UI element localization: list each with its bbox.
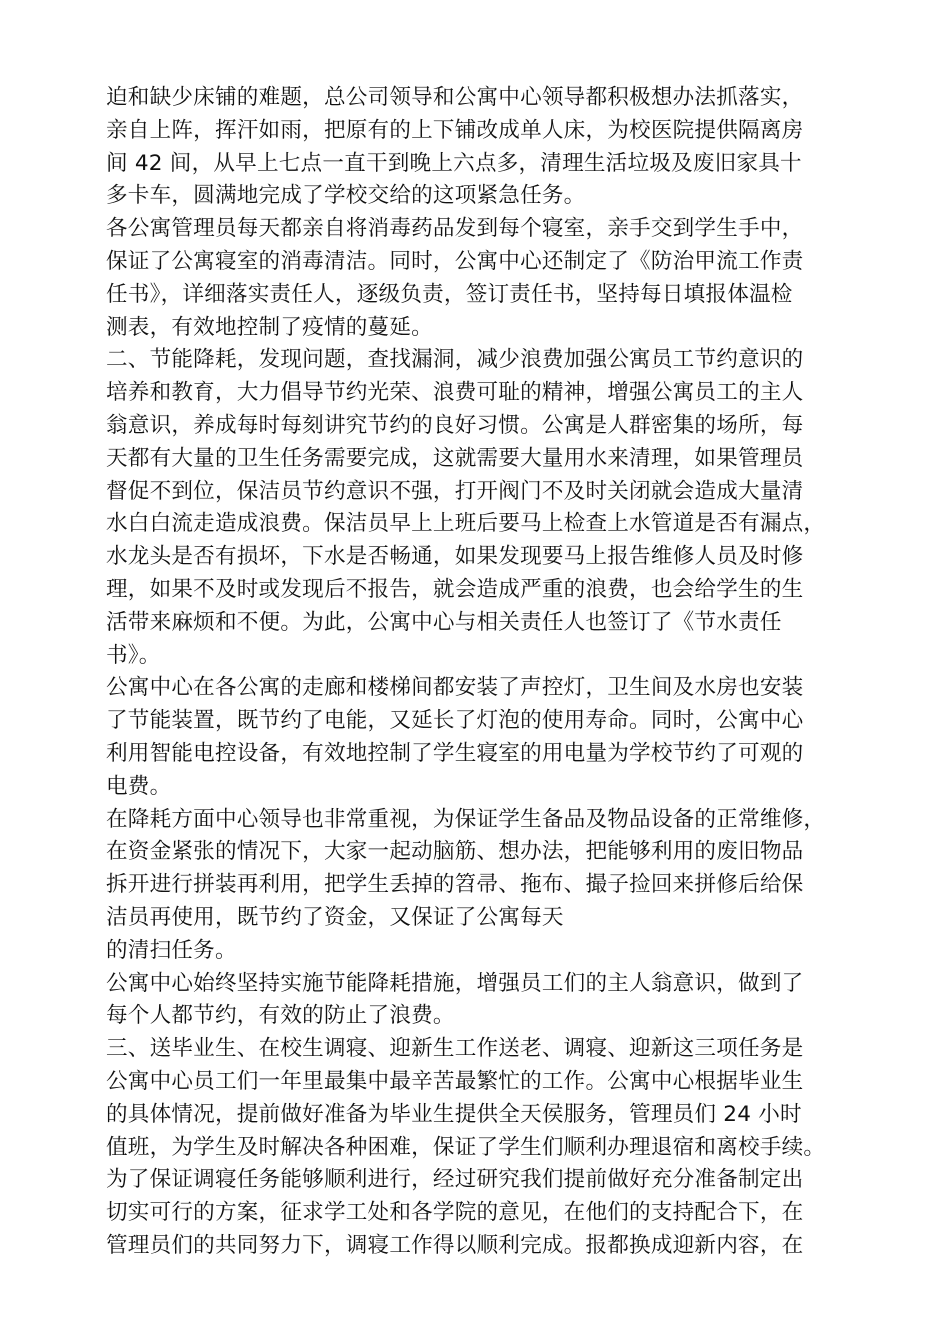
text-line: 公寓中心始终坚持实施节能降耗措施，增强员工们的主人翁意识，做到了 — [106, 970, 804, 996]
text-line: 迫和缺少床铺的难题，总公司领导和公寓中心领导都积极想办法抓落实， — [106, 85, 804, 110]
text-line: 的具体情况，提前做好准备为毕业生提供全天侯服务，管理员们 24 小时 — [106, 1101, 802, 1127]
text-line: 翁意识，养成每时每刻讲究节约的良好习惯。公寓是人群密集的场所，每 — [106, 412, 804, 438]
text-line: 水白白流走造成浪费。保洁员早上上班后要马上检查上水管道是否有漏点， — [106, 511, 826, 537]
text-line: 利用智能电控设备，有效地控制了学生寝室的用电量为学校节约了可观的 — [106, 740, 804, 766]
text-line: 间 42 间，从早上七点一直干到晚上六点多，清理生活垃圾及废旧家具十 — [106, 150, 802, 176]
text-line: 在降耗方面中心领导也非常重视，为保证学生备品及物品设备的正常维修， — [106, 806, 826, 832]
text-line: 水龙头是否有损坏，下水是否畅通，如果发现要马上报告维修人员及时修 — [106, 544, 804, 570]
text-line: 任书》，详细落实责任人，逐级负责，签订责任书，坚持每日填报体温检 — [106, 281, 793, 307]
text-line: 每个人都节约，有效的防止了浪费。 — [106, 1003, 455, 1029]
text-line: 督促不到位，保洁员节约意识不强，打开阀门不及时关闭就会造成大量清 — [106, 478, 804, 504]
text-line: 公寓中心在各公寓的走廊和楼梯间都安装了声控灯，卫生间及水房也安装 — [106, 675, 804, 701]
text-line: 洁员再使用，既节约了资金，又保证了公寓每天 — [106, 904, 564, 930]
text-line: 多卡车，圆满地完成了学校交给的这项紧急任务。 — [106, 183, 586, 209]
text-line: 电费。 — [106, 773, 172, 799]
text-line: 二、节能降耗，发现问题，查找漏洞，减少浪费加强公寓员工节约意识的 — [106, 347, 804, 373]
text-line: 活带来麻烦和不便。为此，公寓中心与相关责任人也签订了《节水责任 — [106, 609, 782, 635]
text-line: 天都有大量的卫生任务需要完成，这就需要大量用水来清理，如果管理员 — [106, 445, 804, 471]
text-line: 为了保证调寝任务能够顺利进行，经过研究我们提前做好充分准备制定出 — [106, 1167, 804, 1193]
text-line: 测表，有效地控制了疫情的蔓延。 — [106, 314, 433, 340]
text-line: 理，如果不及时或发现后不报告，就会造成严重的浪费，也会给学生的生 — [106, 576, 804, 602]
text-line: 的清扫任务。 — [106, 937, 237, 963]
text-line: 切实可行的方案，征求学工处和各学院的意见，在他们的支持配合下，在 — [106, 1200, 804, 1226]
text-line: 拆开进行拼装再利用，把学生丢掉的笤帚、拖布、撮子捡回来拼修后给保 — [106, 872, 804, 898]
text-line: 管理员们的共同努力下，调寝工作得以顺利完成。报都换成迎新内容，在 — [106, 1232, 804, 1258]
text-line: 三、送毕业生、在校生调寝、迎新生工作送老、调寝、迎新这三项任务是 — [106, 1036, 804, 1062]
text-line: 亲自上阵，挥汗如雨，把原有的上下铺改成单人床，为校医院提供隔离房 — [106, 117, 804, 143]
text-line: 公寓中心员工们一年里最集中最辛苦最繁忙的工作。公寓中心根据毕业生 — [106, 1068, 804, 1094]
document-body — [106, 82, 886, 1263]
text-line: 值班，为学生及时解决各种困难，保证了学生们顺利办理退宿和离校手续。 — [106, 1134, 826, 1160]
text-line: 书》。 — [106, 642, 161, 668]
text-line: 在资金紧张的情况下，大家一起动脑筋、想办法，把能够利用的废旧物品 — [106, 839, 804, 865]
text-line: 各公寓管理员每天都亲自将消毒药品发到每个寝室，亲手交到学生手中， — [106, 216, 804, 242]
text-line: 了节能装置，既节约了电能，又延长了灯泡的使用寿命。同时，公寓中心 — [106, 708, 804, 734]
text-line: 保证了公寓寝室的消毒清洁。同时，公寓中心还制定了《防治甲流工作责 — [106, 248, 804, 274]
text-line: 培养和教育，大力倡导节约光荣、浪费可耻的精神，增强公寓员工的主人 — [106, 380, 804, 406]
